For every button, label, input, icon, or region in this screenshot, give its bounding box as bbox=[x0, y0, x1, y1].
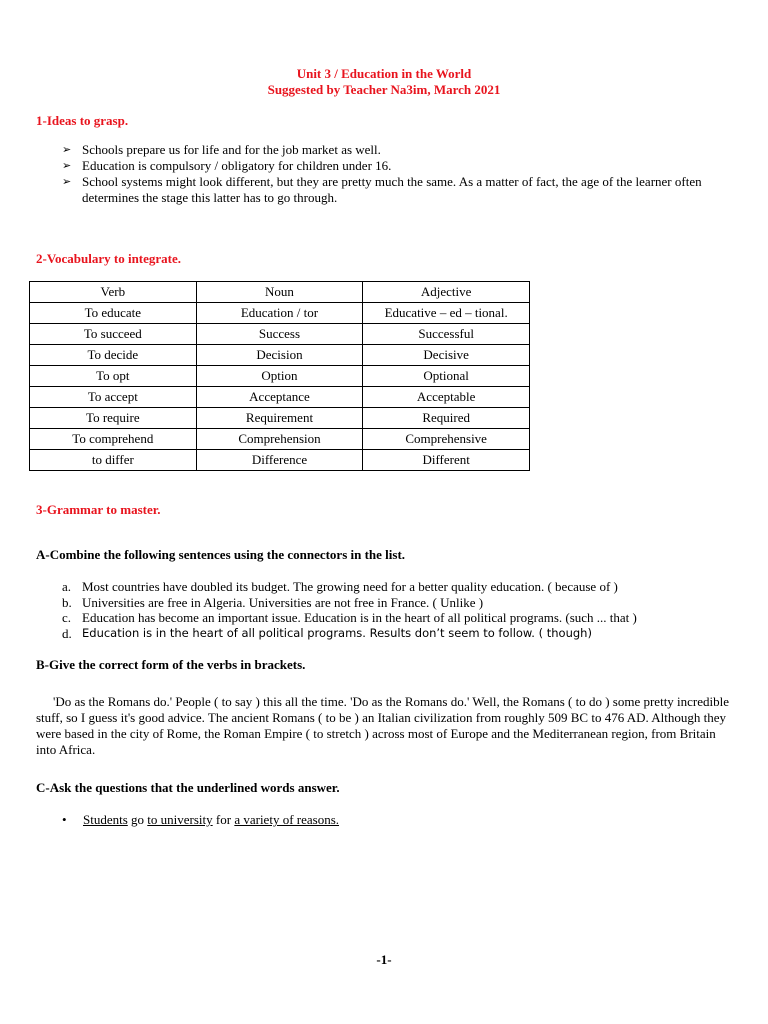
table-header-row bbox=[30, 282, 530, 303]
item-letter: c. bbox=[62, 610, 72, 625]
exercise-c-sentence bbox=[83, 812, 339, 828]
list-item bbox=[62, 595, 742, 611]
table-cell: To opt bbox=[30, 366, 197, 387]
table-row bbox=[30, 408, 530, 429]
table-cell: Acceptable bbox=[363, 387, 530, 408]
page-subtitle: Suggested by Teacher Na3im, March 2021 bbox=[267, 82, 501, 97]
arrow-bullet-icon: ➢ bbox=[62, 144, 72, 156]
underlined-word: Students bbox=[83, 812, 128, 827]
table-cell: Required bbox=[363, 408, 530, 429]
table-cell: Comprehensive bbox=[363, 429, 530, 450]
exercise-b-heading: B-Give the correct form of the verbs in brackets. bbox=[36, 657, 306, 672]
table-cell: Educative – ed – tional. bbox=[363, 303, 530, 324]
table-cell: To require bbox=[30, 408, 197, 429]
list-item-text: Schools prepare us for life and for the job market as well. bbox=[82, 142, 381, 157]
table-row bbox=[30, 450, 530, 471]
table-cell: Different bbox=[363, 450, 530, 471]
arrow-bullet-icon: ➢ bbox=[62, 176, 72, 188]
sentence-text: for bbox=[212, 812, 235, 827]
table-cell: Optional bbox=[363, 366, 530, 387]
table-cell: To succeed bbox=[30, 324, 197, 345]
table-cell: to differ bbox=[30, 450, 197, 471]
sentence-text: go bbox=[127, 812, 148, 827]
bullet-dot-icon: • bbox=[62, 812, 67, 827]
table-cell: Comprehension bbox=[196, 429, 363, 450]
list-item-text: Education is compulsory / obligatory for children under 16. bbox=[82, 158, 392, 173]
table-cell: Successful bbox=[363, 324, 530, 345]
underlined-word: to university bbox=[147, 812, 213, 827]
item-letter: a. bbox=[62, 579, 72, 594]
list-item-text: Education has become an important issue. Education is in the heart of all political programs. (such ... that ) bbox=[82, 610, 637, 625]
table-row bbox=[30, 303, 530, 324]
list-item-text: Education is in the heart of all political programs. Results don’t seem to follow. ( though) bbox=[82, 625, 592, 640]
underlined-word: a variety of reasons. bbox=[234, 812, 340, 827]
list-item-text: Universities are free in Algeria. Universities are not free in France. ( Unlike ) bbox=[82, 594, 484, 610]
column-header-verb: Verb bbox=[30, 282, 197, 303]
item-letter: b. bbox=[62, 594, 72, 610]
table-row bbox=[30, 366, 530, 387]
table-row bbox=[30, 324, 530, 345]
exercise-a-list bbox=[62, 579, 742, 641]
vocabulary-table bbox=[29, 281, 530, 471]
page-title: Unit 3 / Education in the World bbox=[296, 66, 472, 81]
exercise-c-heading: C-Ask the questions that the underlined words answer. bbox=[36, 780, 340, 795]
table-row bbox=[30, 345, 530, 366]
table-cell: Acceptance bbox=[196, 387, 363, 408]
section-vocabulary-heading: 2-Vocabulary to integrate. bbox=[36, 251, 182, 266]
list-item bbox=[62, 579, 742, 595]
table-cell: Option bbox=[196, 366, 363, 387]
page-number: -1- bbox=[376, 952, 392, 967]
table-cell: To educate bbox=[30, 303, 197, 324]
arrow-bullet-icon: ➢ bbox=[62, 160, 72, 172]
item-letter: d. bbox=[62, 625, 72, 641]
table-cell: To comprehend bbox=[30, 429, 197, 450]
list-item-text: School systems might look different, but they are pretty much the same. As a matter of fact, the age of the learner often determines the stage this latter has to go through. bbox=[82, 174, 702, 205]
list-item bbox=[62, 610, 742, 626]
exercise-b-paragraph: 'Do as the Romans do.' People ( to say ) this all the time. 'Do as the Romans do.' Well, the Romans ( to do ) some pretty incredible stuff, so I guess it's good advice. The ancient Romans ( to be ) an Italian civilization from roughly 509 BC to 476 AD. Although they were based in the city of Rome, the Roman Empire ( to stretch ) across most of Europe and the Mediterranean region, from Britain into Africa. bbox=[36, 694, 730, 757]
table-cell: Education / tor bbox=[196, 303, 363, 324]
table-row bbox=[30, 387, 530, 408]
section-grammar-heading: 3-Grammar to master. bbox=[36, 502, 161, 517]
section-ideas-heading: 1-Ideas to grasp. bbox=[36, 113, 129, 128]
table-cell: Difference bbox=[196, 450, 363, 471]
table-cell: To decide bbox=[30, 345, 197, 366]
table-cell: To accept bbox=[30, 387, 197, 408]
list-item bbox=[62, 142, 742, 158]
table-row bbox=[30, 429, 530, 450]
column-header-noun: Noun bbox=[196, 282, 363, 303]
table-cell: Success bbox=[196, 324, 363, 345]
table-cell: Requirement bbox=[196, 408, 363, 429]
ideas-list bbox=[62, 142, 742, 206]
column-header-adjective: Adjective bbox=[363, 282, 530, 303]
exercise-a-heading: A-Combine the following sentences using the connectors in the list. bbox=[36, 547, 406, 562]
table-cell: Decisive bbox=[363, 345, 530, 366]
list-item bbox=[62, 626, 742, 642]
list-item bbox=[62, 174, 742, 206]
list-item bbox=[62, 158, 742, 174]
table-cell: Decision bbox=[196, 345, 363, 366]
list-item-text: Most countries have doubled its budget. The growing need for a better quality education. ( because of ) bbox=[82, 579, 618, 594]
